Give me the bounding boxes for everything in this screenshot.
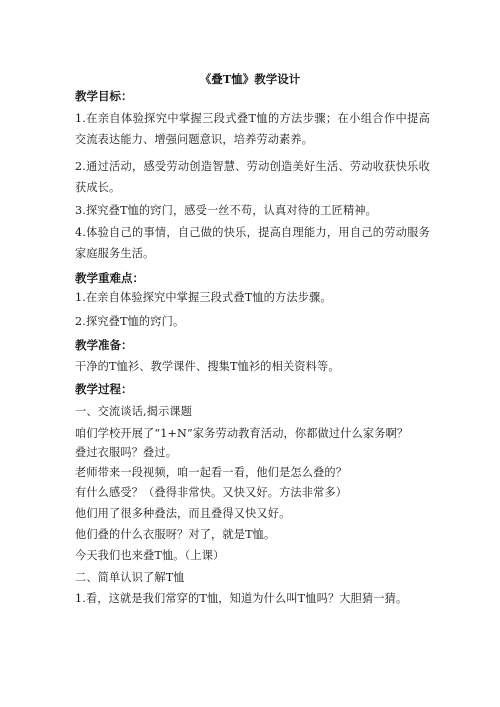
process-line: 他们叠的什么衣服呀？对了，就是T恤。 (75, 528, 276, 541)
key-points-heading: 教学重难点： (75, 271, 144, 285)
key-point-item-2: 2.探究叠T恤的窍门。 (75, 315, 185, 328)
preparation-text: 干净的T恤衫、教学课件、搜集T恤衫的相关资料等。 (75, 360, 340, 373)
process-line: 叠过衣服吗？叠过。 (75, 446, 178, 459)
process-line: 老师带来一段视频，咱一起看一看，他们是怎么叠的？ (75, 466, 348, 479)
objective-item-3: 3.探究叠T恤的窍门，感受一丝不苟，认真对待的工匠精神。 (75, 204, 378, 217)
process-line: 咱们学校开展了“1+N”家务劳动教育活动，你都做过什么家务啊？ (75, 427, 409, 440)
process-line: 有什么感受？（叠得非常快。又快又好。方法非常多） (75, 486, 348, 499)
key-point-item-1: 1.在亲自体验探究中掌握三段式叠T恤的方法步骤。 (75, 291, 332, 304)
process-section-2-title: 二、简单认识了解T恤 (75, 571, 185, 584)
document-title: 《叠T恤》教学设计 (199, 72, 301, 86)
objectives-heading: 教学目标： (75, 89, 133, 103)
objective-item-4: 4.体验自己的事情，自己做的快乐，提高自理能力，用自己的劳动服务家庭服务生活。 (75, 226, 430, 260)
process-section-1-title: 一、交流谈话,揭示课题 (75, 405, 193, 418)
process-line: 他们用了很多种叠法，而且叠得又快又好。 (75, 507, 291, 520)
process-heading: 教学过程： (75, 382, 133, 396)
process-line: 1.看，这就是我们常穿的T恤，知道为什么叫T恤吗？大胆猜一猜。 (75, 592, 408, 605)
preparation-heading: 教学准备： (75, 338, 133, 352)
objective-item-1: 1.在亲自体验探究中掌握三段式叠T恤的方法步骤；在小组合作中提高交流表达能力、增强问题意识，培养劳动素养。 (75, 112, 430, 146)
process-line: 今天我们也来叠T恤。（上课） (75, 549, 225, 562)
objective-item-2: 2.通过活动，感受劳动创造智慧、劳动创造美好生活、劳动收获快乐收获成长。 (75, 160, 430, 194)
